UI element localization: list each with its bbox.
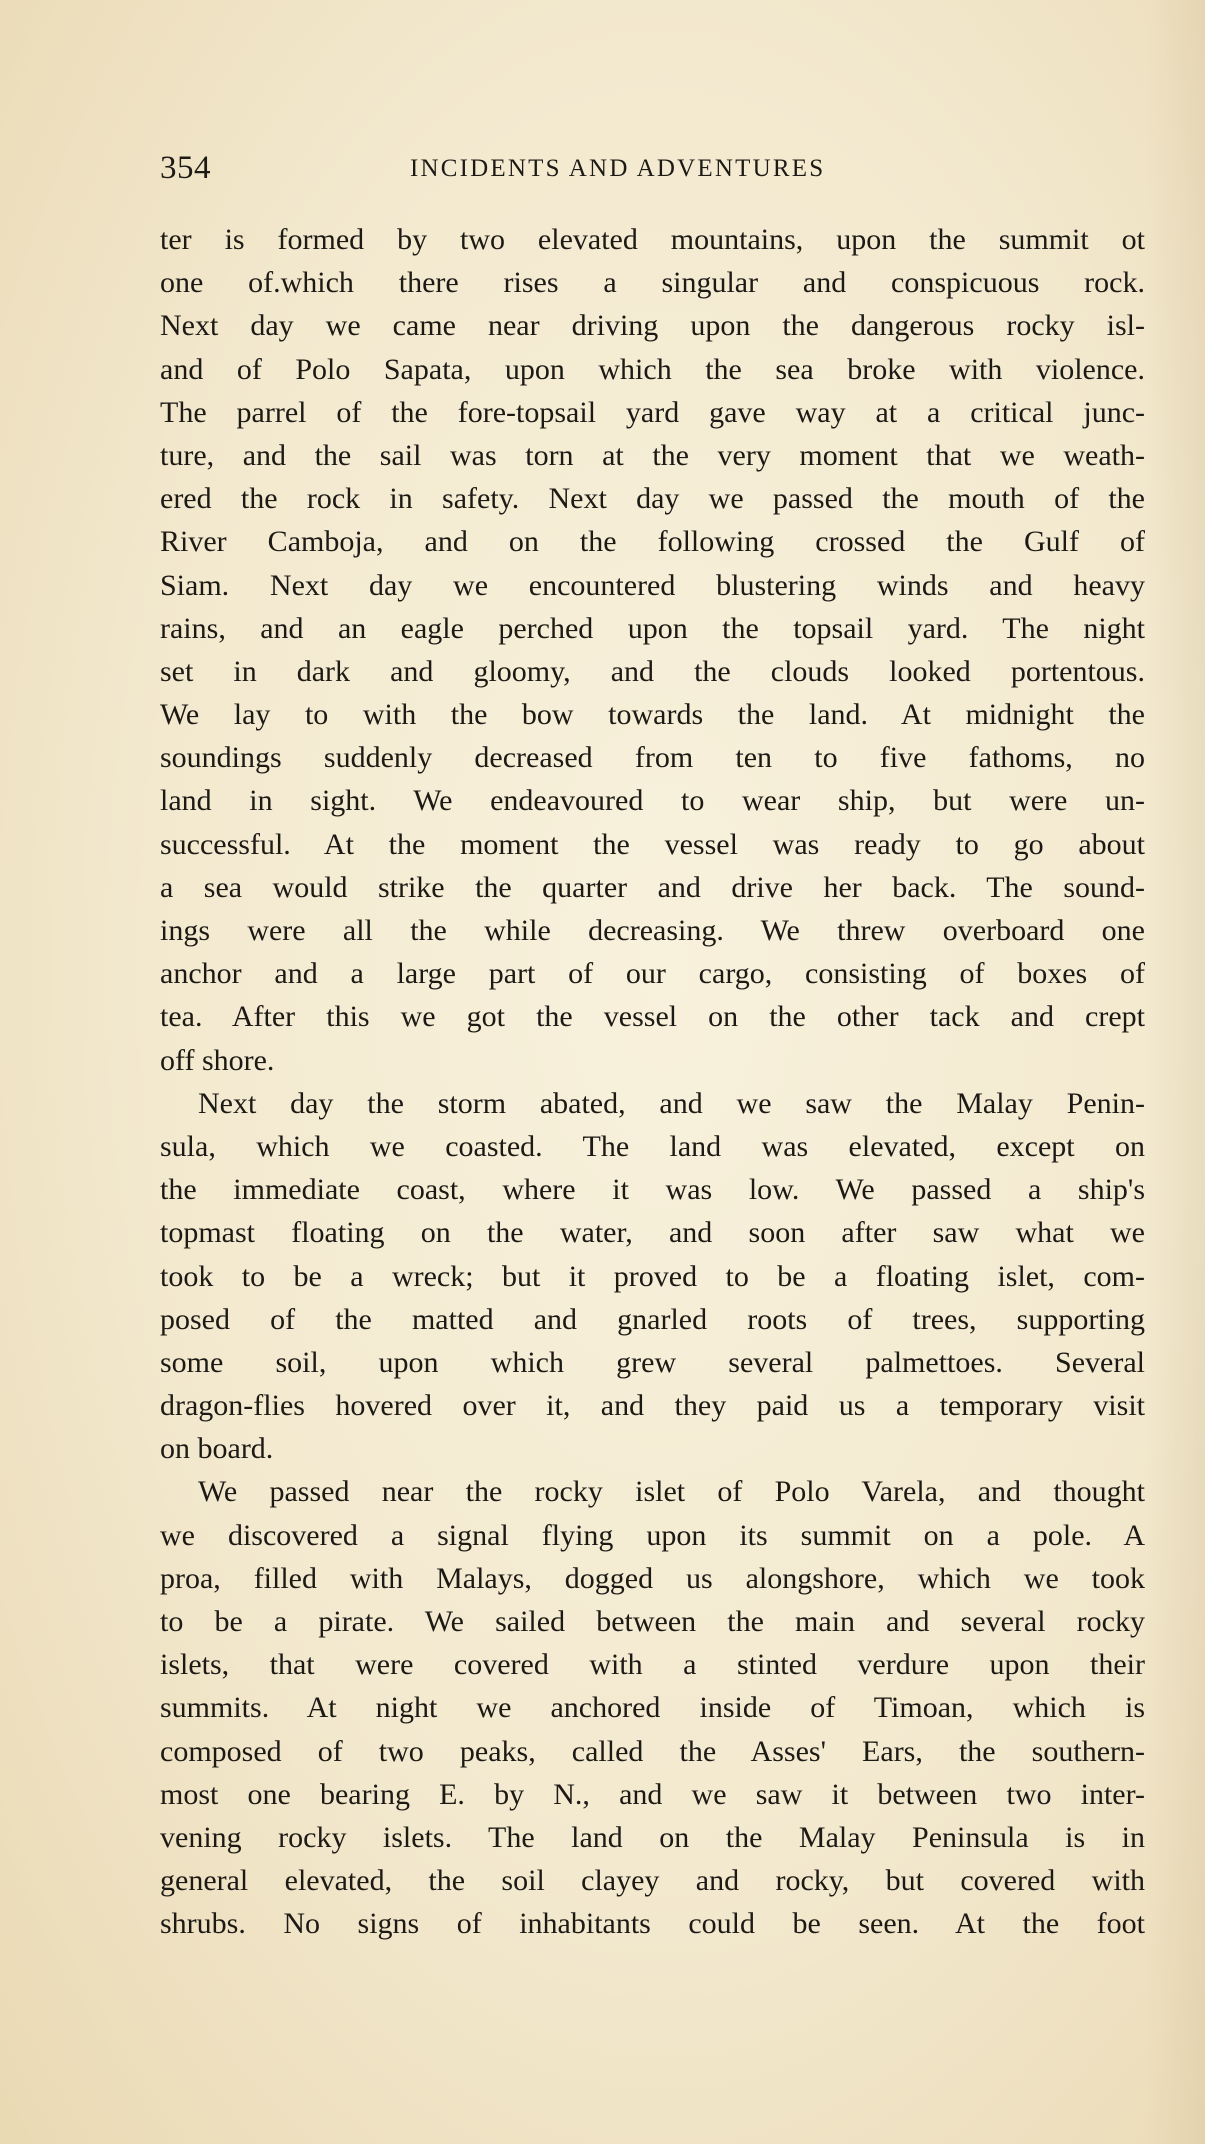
text-line: took to be a wreck; but it proved to be a floating islet, com-: [160, 1259, 1145, 1293]
running-head: INCIDENTS AND ADVENTURES: [410, 155, 826, 182]
text-line: composed of two peaks, called the Asses' Ears, the southern-: [160, 1734, 1145, 1768]
text-line: islets, that were covered with a stinted verdure upon their: [160, 1648, 1145, 1682]
text-line: successful. At the moment the vessel was ready to go about: [160, 827, 1145, 861]
text-line: posed of the matted and gnarled roots of trees, supporting: [160, 1302, 1145, 1336]
text-line: the immediate coast, where it was low. We passed a ship's: [160, 1173, 1145, 1207]
text-line: Next day we came near driving upon the dangerous rocky isl-: [160, 309, 1145, 343]
text-line: Next day the storm abated, and we saw the Malay Penin-: [198, 1086, 1145, 1120]
text-line: The parrel of the fore-topsail yard gave way at a critical junc-: [160, 395, 1145, 429]
text-line: sula, which we coasted. The land was elevated, except on: [160, 1129, 1145, 1163]
page-header: [160, 148, 1145, 188]
text-line: ered the rock in safety. Next day we passed the mouth of the: [160, 482, 1145, 516]
text-line: and of Polo Sapata, upon which the sea broke with violence.: [160, 352, 1145, 386]
text-line: rains, and an eagle perched upon the topsail yard. The night: [160, 611, 1145, 645]
text-line: summits. At night we anchored inside of Timoan, which is: [160, 1691, 1145, 1725]
text-line: set in dark and gloomy, and the clouds looked portentous.: [160, 654, 1145, 688]
text-line: tea. After this we got the vessel on the other tack and crept: [160, 1000, 1145, 1034]
text-line: vening rocky islets. The land on the Malay Peninsula is in: [160, 1820, 1145, 1854]
text-line: shrubs. No signs of inhabitants could be seen. At the foot: [160, 1907, 1145, 1941]
text-line: general elevated, the soil clayey and rocky, but covered with: [160, 1864, 1145, 1898]
text-line: a sea would strike the quarter and drive her back. The sound-: [160, 870, 1145, 904]
text-line: ter is formed by two elevated mountains, upon the summit ot: [160, 223, 1145, 256]
page-edge-shading: [1145, 0, 1205, 2144]
text-line: River Camboja, and on the following crossed the Gulf of: [160, 525, 1145, 559]
text-line: dragon-flies hovered over it, and they paid us a temporary visit: [160, 1389, 1145, 1423]
text-line: Siam. Next day we encountered blustering winds and heavy: [160, 568, 1145, 602]
text-line: We passed near the rocky islet of Polo Varela, and thought: [198, 1475, 1145, 1509]
text-line: topmast floating on the water, and soon after saw what we: [160, 1216, 1145, 1250]
text-line: to be a pirate. We sailed between the main and several rocky: [160, 1605, 1145, 1638]
text-line: We lay to with the bow towards the land. At midnight the: [160, 698, 1145, 732]
text-line: ings were all the while decreasing. We threw overboard one: [160, 914, 1145, 947]
text-line: ture, and the sail was torn at the very moment that we weath-: [160, 438, 1145, 472]
text-line: most one bearing E. by N., and we saw it between two inter-: [160, 1777, 1145, 1811]
text-line: anchor and a large part of our cargo, consisting of boxes of: [160, 957, 1145, 991]
body-text: [160, 218, 1145, 1946]
page-number: 354: [160, 150, 211, 186]
text-line: some soil, upon which grew several palmettoes. Several: [160, 1345, 1145, 1379]
text-line: land in sight. We endeavoured to wear ship, but were un-: [160, 784, 1145, 818]
text-line: on board.: [160, 1432, 274, 1466]
text-line: off shore.: [160, 1043, 275, 1077]
text-line: proa, filled with Malays, dogged us alongshore, which we took: [160, 1561, 1145, 1595]
text-line: soundings suddenly decreased from ten to five fathoms, no: [160, 741, 1145, 775]
text-line: we discovered a signal flying upon its summit on a pole. A: [160, 1518, 1145, 1552]
text-line: one of.which there rises a singular and conspicuous rock.: [160, 266, 1145, 300]
